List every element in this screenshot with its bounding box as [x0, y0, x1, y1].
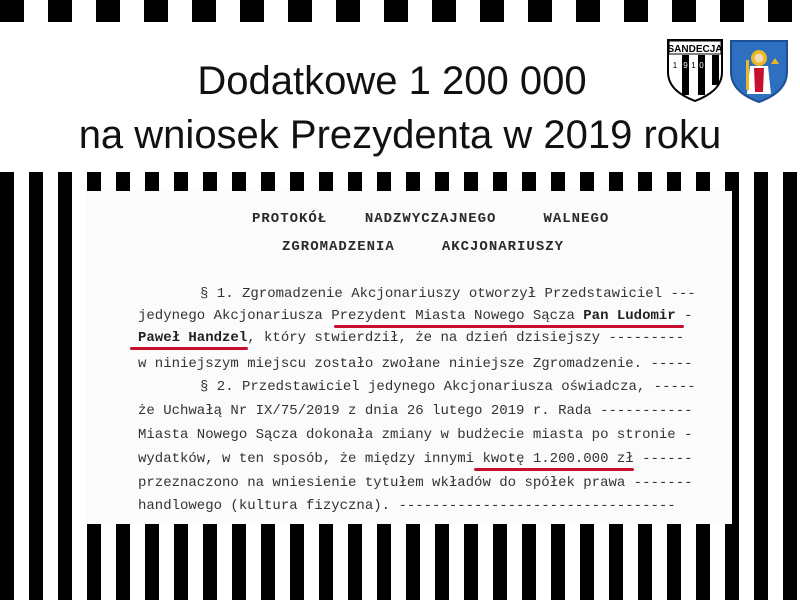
document-header-line-1: PROTOKÓŁ NADZWYCZAJNEGO WALNEGO	[252, 211, 610, 227]
document-line-3: Paweł Handzel, który stwierdził, że na dzień dzisiejszy ---------	[138, 330, 685, 346]
sandecja-digit-2: 9	[683, 61, 688, 70]
underline-name	[130, 347, 248, 350]
sandecja-digit-4: 0	[699, 61, 704, 70]
document-line-2: jedynego Akcjonariusza Prezydent Miasta Nowego Sącza Pan Ludomir -	[138, 308, 693, 324]
document-header-line-2: ZGROMADZENIA AKCJONARIUSZY	[282, 239, 565, 255]
highlight-president: Prezydent Miasta Nowego Sącza	[331, 308, 575, 324]
document-line-4: w niniejszym miejscu zostało zwołane niniejsze Zgromadzenie. -----	[138, 356, 693, 372]
coat-of-arms-icon	[728, 38, 790, 109]
document-line-10: handlowego (kultura fizyczna). ---------------------------------	[138, 498, 676, 514]
document-line-7: Miasta Nowego Sącza dokonała zmiany w budżecie miasta po stronie -	[138, 427, 693, 443]
underline-president	[334, 325, 684, 328]
document-line-5: § 2. Przedstawiciel jedynego Akcjonariusza oświadcza, -----	[200, 379, 696, 395]
document-line-9: przeznaczono na wniesienie tytułem wkładów do spółek prawa -------	[138, 475, 693, 491]
highlight-name: Paweł Handzel	[138, 330, 248, 346]
protocol-document-scan	[86, 191, 732, 524]
headline-line-1: Dodatkowe 1 200 000	[197, 59, 587, 103]
highlight-amount: kwotę 1.200.000 zł	[482, 451, 634, 467]
document-line-1: § 1. Zgromadzenie Akcjonariuszy otworzył Przedstawiciel ---	[200, 286, 696, 302]
top-stripes-decoration	[0, 0, 800, 22]
sandecja-logo	[666, 38, 724, 107]
sandecja-name: SANDECJA	[667, 44, 723, 55]
headline-line-2: na wniosek Prezydenta w 2019 roku	[78, 113, 722, 157]
sandecja-digit-3: 1	[691, 61, 696, 70]
underline-amount	[474, 468, 634, 471]
document-line-8: wydatków, w ten sposób, że między innymi kwotę 1.200.000 zł ------	[138, 451, 693, 467]
document-line-6: że Uchwałą Nr IX/75/2019 z dnia 26 lutego 2019 r. Rada -----------	[138, 403, 693, 419]
sandecja-digit-1: 1	[672, 61, 678, 70]
